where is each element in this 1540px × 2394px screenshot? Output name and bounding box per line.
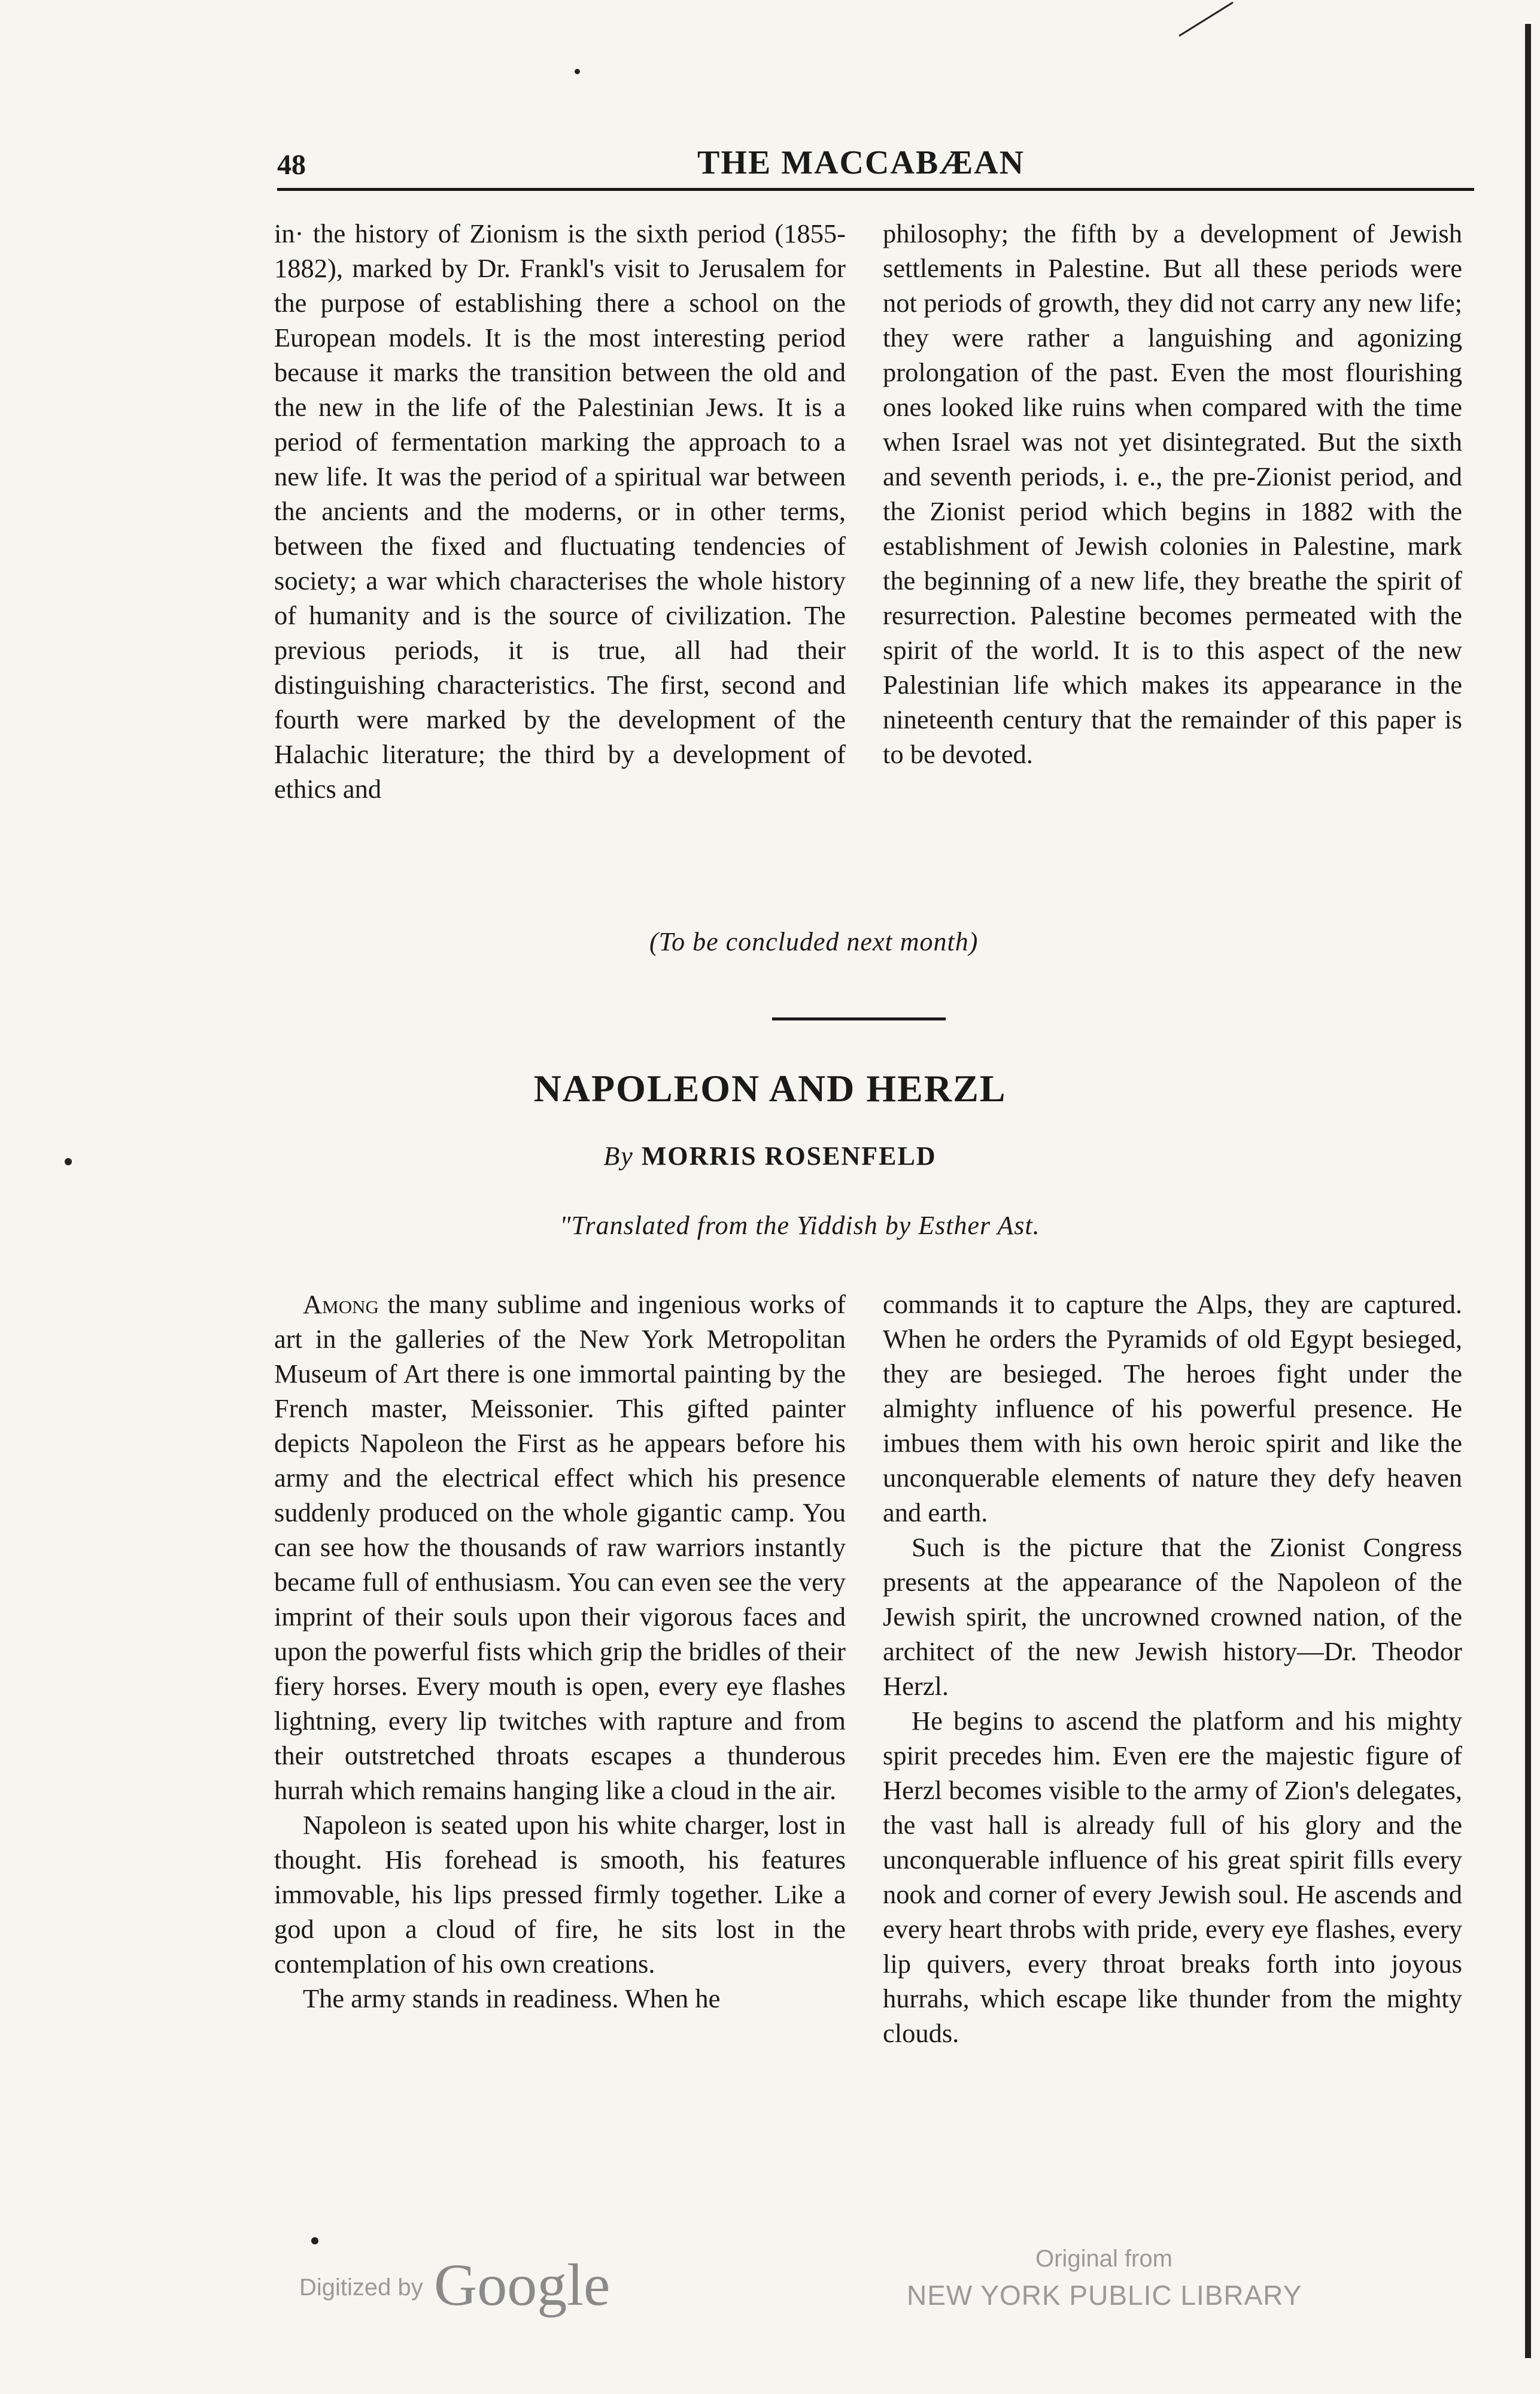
scan-edge-line xyxy=(1525,24,1531,2358)
paragraph: Napoleon is seated upon his white charger, lost in thought. His forehead is smooth, his features immovable, his lips pressed firmly together. Like a god upon a cloud of fire, he sits lost in the contemplation of his own creations. xyxy=(274,1810,846,1979)
paragraph: The army stands in readiness. When he xyxy=(303,1983,721,2013)
section-divider xyxy=(772,1017,946,1020)
library-name: NEW YORK PUBLIC LIBRARY xyxy=(907,2280,1302,2311)
page-number: 48 xyxy=(277,149,306,181)
previous-article-right-column xyxy=(883,216,1462,771)
article-title: NAPOLEON AND HERZL xyxy=(533,1067,1007,1110)
original-from-text: Original from xyxy=(1035,2246,1173,2272)
paragraph: commands it to capture the Alps, they are captured. When he orders the Pyramids of old Egypt besieged, they are besieged. The heroes fight under the almighty influence of his powerful presence. He imbues them with his own heroic spirit and like the unconquerable elements of nature they defy heaven and earth. xyxy=(883,1289,1462,1527)
paragraph: Among the many sublime and ingenious works of art in the galleries of the New York Metropolitan Museum of Art there is one immortal painting by the French master, Meissonier. This gifted painter depicts Napoleon the First as he appears before his army and the electrical effect which his presence suddenly produced on the whole gigantic camp. You can see how the thousands of raw warriors instantly became full of enthusiasm. You can even see the very imprint of their souls upon their vigorous faces and upon the powerful fists which grip the bridles of their fiery horses. Every mouth is open, every eye flashes lightning, every lip twitches with rapture and from their outstretched throats escapes a thunderous hurrah which remains hanging like a cloud in the air. xyxy=(274,1289,846,1805)
google-logo: Google xyxy=(434,2252,610,2318)
scan-speck xyxy=(311,2237,318,2244)
article-left-column xyxy=(274,1287,846,2016)
previous-article-left-column xyxy=(274,216,846,806)
translation-note: "Translated from the Yiddish by Esther Ast. xyxy=(560,1211,1040,1240)
paragraph: He begins to ascend the platform and his mighty spirit precedes him. Even ere the majestic figure of Herzl becomes visible to the army of Zion's delegates, the vast hall is already full of his glory and the unconquerable influence of his great spirit fills every nook and corner of every Jewish soul. He ascends and every heart throbs with pride, every eye flashes, every lip quivers, every throat breaks forth into joyous hurrahs, which escape like thunder from the mighty clouds. xyxy=(883,1706,1462,2048)
paragraph: Such is the picture that the Zionist Congress presents at the appearance of the Napoleon of the Jewish spirit, the uncrowned crowned nation, of the architect of the new Jewish history—Dr. Theodor Herzl. xyxy=(883,1532,1462,1701)
header-rule xyxy=(277,188,1474,191)
paragraph: in· the history of Zionism is the sixth period (1855-1882), marked by Dr. Frankl's visit to Jerusalem for the purpose of establishing there a school on the European models. It is the most interesting period because it marks the transition between the old and the new in the life of the Palestinian Jews. It is a period of fermentation marking the approach to a new life. It was the period of a spiritual war between the ancients and the moderns, or in other terms, between the fixed and fluctuating tendencies of society; a war which characterises the whole history of humanity and is the source of civilization. The previous periods, it is true, all had their distinguishing characteristics. The first, second and fourth were marked by the development of the Halachic literature; the third by a development of ethics and xyxy=(274,218,846,804)
lead-word: Among xyxy=(303,1289,379,1319)
scan-speck xyxy=(575,69,580,74)
byline-author: MORRIS ROSENFELD xyxy=(641,1141,937,1171)
byline xyxy=(0,1141,1540,1171)
continuation-note: (To be concluded next month) xyxy=(649,927,979,956)
article-right-column xyxy=(883,1287,1462,2050)
byline-by: By xyxy=(603,1141,634,1171)
journal-title: THE MACCABÆAN xyxy=(697,144,1025,181)
paragraph: philosophy; the fifth by a development of Jewish settlements in Palestine. But all these periods were not periods of growth, they did not carry any new life; they were rather a languishing and agonizing prolongation of the past. Even the most flourishing ones looked like ruins when compared with the time when Israel was not yet disintegrated. But the sixth and seventh periods, i. e., the pre-Zionist period, and the Zionist period which begins in 1882 with the establishment of Jewish colonies in Palestine, mark the beginning of a new life, they breathe the spirit of resurrection. Palestine becomes permeated with the spirit of the world. It is to this aspect of the new Palestinian life which makes its appearance in the nineteenth century that the remainder of this paper is to be devoted. xyxy=(883,218,1462,769)
digitized-by-text: Digitized by xyxy=(299,2274,423,2301)
scan-pen-mark xyxy=(1173,0,1239,42)
